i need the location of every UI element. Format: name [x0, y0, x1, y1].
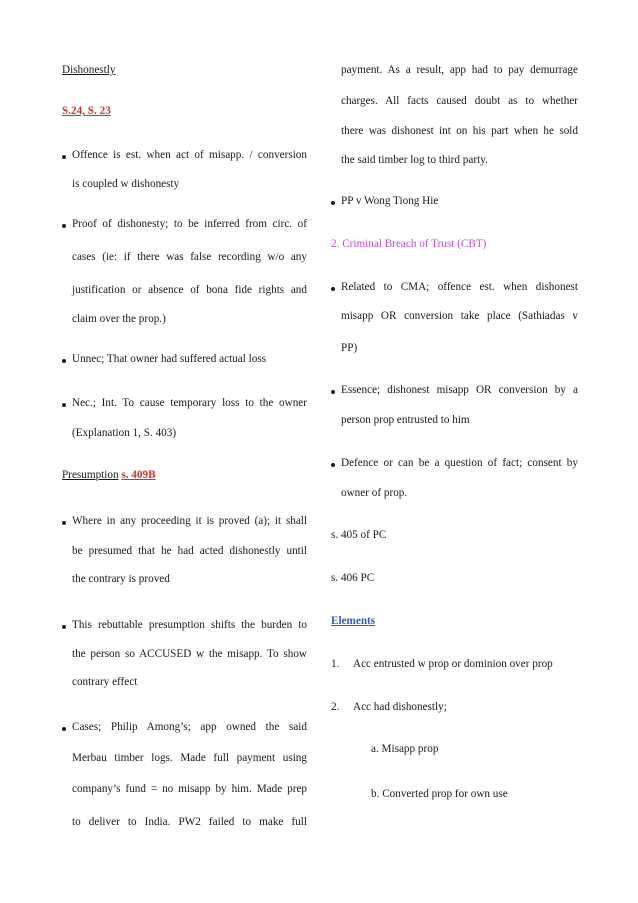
bullet-line: person prop entrusted to him	[341, 414, 470, 426]
continued-line: the said timber log to third party.	[341, 154, 488, 166]
section-406: s. 406 PC	[331, 572, 375, 584]
heading-elements: Elements	[331, 615, 376, 627]
bullet-line: company’s fund = no misapp by him. Made prep	[72, 783, 307, 795]
heading-cbt: 2. Criminal Breach of Trust (CBT)	[331, 238, 487, 250]
bullet-marker	[331, 390, 335, 394]
bullet-line: Unnec; That owner had suffered actual loss	[72, 353, 267, 365]
element-item: Acc had dishonestly;	[353, 701, 447, 713]
bullet-marker	[62, 521, 66, 525]
bullet-marker	[62, 625, 66, 629]
bullet-line: Cases; Philip Among’s; app owned the said	[72, 721, 307, 733]
bullet-marker	[62, 359, 66, 363]
bullet-line: be presumed that he had acted dishonestly until	[72, 545, 307, 557]
bullet-line: justification or absence of bona fide rights and	[72, 284, 307, 296]
bullet-marker	[331, 287, 335, 291]
bullet-marker	[62, 403, 66, 407]
heading-presumption	[62, 468, 156, 482]
element-number: 1.	[331, 658, 340, 670]
presumption-label: Presumption	[62, 469, 119, 481]
presumption-section: s. 409B	[121, 469, 156, 481]
bullet-line: owner of prop.	[341, 487, 408, 499]
bullet-marker	[331, 463, 335, 467]
bullet-line: This rebuttable presumption shifts the burden to	[72, 619, 307, 631]
bullet-line: Related to CMA; offence est. when dishonest	[341, 281, 578, 293]
sub-element-item: b. Converted prop for own use	[371, 788, 508, 800]
section-405: s. 405 of PC	[331, 529, 387, 541]
bullet-line: the person so ACCUSED w the misapp. To show	[72, 648, 307, 660]
bullet-line: Merbau timber logs. Made full payment using	[72, 752, 307, 764]
bullet-line: (Explanation 1, S. 403)	[72, 427, 177, 439]
bullet-line: Defence or can be a question of fact; consent by	[341, 457, 578, 469]
element-item: Acc entrusted w prop or dominion over prop	[353, 658, 553, 670]
bullet-line: Nec.; Int. To cause temporary loss to the owner	[72, 397, 307, 409]
bullet-marker	[62, 727, 66, 731]
bullet-line: claim over the prop.)	[72, 313, 166, 325]
bullet-line: Offence is est. when act of misapp. / conversion	[72, 149, 307, 161]
continued-line: payment. As a result, app had to pay demurrage	[341, 64, 578, 76]
bullet-line: to deliver to India. PW2 failed to make full	[72, 816, 307, 828]
bullet-line: is coupled w dishonesty	[72, 178, 180, 190]
heading-sections: S.24, S. 23	[62, 105, 111, 117]
bullet-line: misapp OR conversion take place (Sathiadas v	[341, 310, 578, 322]
bullet-line: Essence; dishonest misapp OR conversion by a	[341, 384, 578, 396]
bullet-line: PP)	[341, 342, 358, 354]
element-number: 2.	[331, 701, 340, 713]
sub-element-item: a. Misapp prop	[371, 743, 439, 755]
bullet-line: contrary effect	[72, 676, 138, 688]
bullet-marker	[331, 201, 335, 205]
bullet-line: Where in any proceeding it is proved (a); it shall	[72, 515, 307, 527]
heading-dishonestly: Dishonestly	[62, 64, 116, 76]
continued-line: charges. All facts caused doubt as to whether	[341, 95, 578, 107]
bullet-marker	[62, 224, 66, 228]
bullet-marker	[62, 155, 66, 159]
bullet-line: the contrary is proved	[72, 573, 170, 585]
bullet-line: cases (ie: if there was false recording w/o any	[72, 251, 307, 263]
continued-line: there was dishonest int on his part when he sold	[341, 125, 578, 137]
bullet-line: PP v Wong Tiong Hie	[341, 195, 439, 207]
bullet-line: Proof of dishonesty; to be inferred from circ. of	[72, 218, 307, 230]
